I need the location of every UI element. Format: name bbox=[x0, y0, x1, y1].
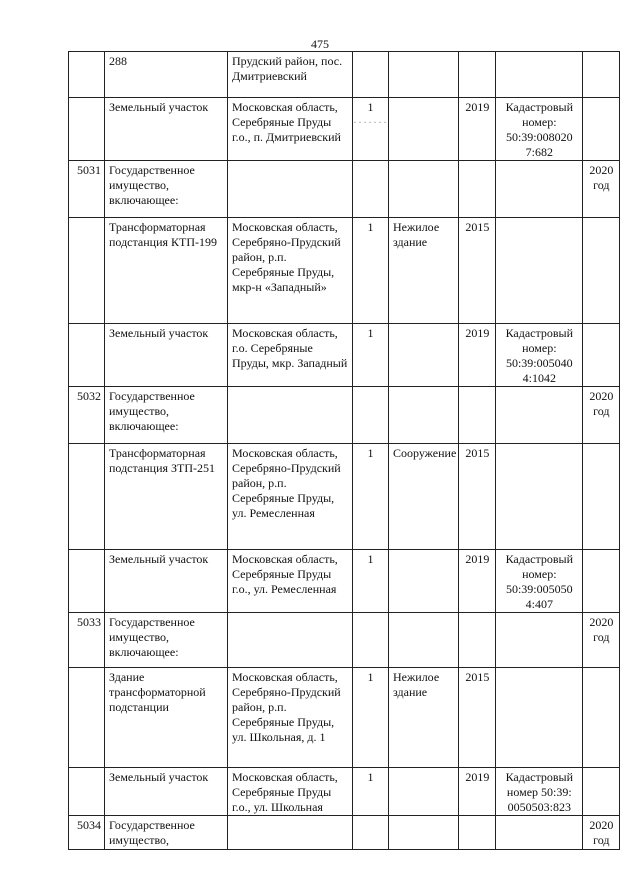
item-year-cell bbox=[459, 52, 496, 98]
item-name-cell bbox=[105, 98, 228, 161]
item-address: Прудский район, пос. Дмитриевский bbox=[232, 54, 343, 83]
item-year bbox=[459, 387, 495, 389]
table-row bbox=[69, 668, 620, 768]
item-name: Земельный участок bbox=[109, 100, 209, 114]
item-term-cell bbox=[583, 387, 620, 444]
item-quantity-cell bbox=[353, 768, 389, 816]
item-quantity-cell bbox=[353, 324, 389, 387]
item-address bbox=[228, 387, 352, 389]
item-number bbox=[69, 444, 104, 446]
item-quantity-cell bbox=[353, 52, 389, 98]
item-cadastral-note-cell bbox=[496, 52, 583, 98]
item-cadastral-note-cell bbox=[496, 668, 583, 768]
item-address bbox=[228, 613, 352, 615]
item-address-cell bbox=[228, 52, 353, 98]
item-address: Московская область, Серебряные Пруды г.о., ул. Школьная bbox=[232, 770, 338, 814]
item-number: 5033 bbox=[77, 615, 101, 629]
item-address: Московская область, Серебряные Пруды г.о., п. Дмитриевский bbox=[232, 100, 341, 144]
item-number-cell bbox=[69, 324, 105, 387]
item-address: Московская область, Серебряно-Прудский район, р.п. Серебряные Пруды, ул. Школьная, д. 1 bbox=[232, 670, 341, 744]
item-number-cell bbox=[69, 768, 105, 816]
item-cadastral-note bbox=[496, 613, 582, 615]
item-quantity: 1 bbox=[367, 552, 374, 566]
item-type-cell bbox=[388, 218, 458, 324]
item-quantity bbox=[353, 387, 388, 389]
item-type bbox=[389, 161, 458, 163]
item-year-cell bbox=[459, 387, 496, 444]
item-number bbox=[69, 218, 104, 220]
item-quantity-cell bbox=[353, 816, 389, 850]
item-type bbox=[389, 52, 458, 54]
item-number-cell bbox=[69, 444, 105, 550]
item-year: 2019 bbox=[465, 326, 490, 340]
item-name-cell bbox=[105, 218, 228, 324]
item-term-cell bbox=[583, 768, 620, 816]
item-number-cell bbox=[69, 52, 105, 98]
item-name-cell bbox=[105, 387, 228, 444]
item-term-cell bbox=[583, 613, 620, 668]
item-year bbox=[459, 161, 495, 163]
item-number-cell bbox=[69, 816, 105, 850]
item-quantity: 1 bbox=[367, 220, 374, 234]
item-address-cell bbox=[228, 218, 353, 324]
item-year: 2019 bbox=[465, 100, 490, 114]
item-term-cell bbox=[583, 52, 620, 98]
item-cadastral-note: Кадастровый номер: 50:39:008020 7:682 bbox=[505, 100, 574, 159]
item-number bbox=[69, 324, 104, 326]
item-type bbox=[389, 550, 458, 552]
item-name-cell bbox=[105, 444, 228, 550]
item-number bbox=[69, 550, 104, 552]
item-year-cell bbox=[459, 161, 496, 218]
item-number bbox=[69, 98, 104, 100]
item-name: Государственное имущество, включающее: bbox=[109, 389, 195, 433]
item-cadastral-note-cell bbox=[496, 550, 583, 613]
item-name: Земельный участок bbox=[109, 552, 209, 566]
item-address-cell bbox=[228, 161, 353, 218]
item-number bbox=[69, 768, 104, 770]
item-year: 2019 bbox=[465, 770, 490, 784]
item-quantity: 1 bbox=[367, 326, 374, 340]
item-year: 2019 bbox=[465, 552, 490, 566]
item-number-cell bbox=[69, 161, 105, 218]
item-address-cell bbox=[228, 768, 353, 816]
item-number-cell bbox=[69, 218, 105, 324]
item-type bbox=[389, 387, 458, 389]
item-year-cell bbox=[459, 550, 496, 613]
item-address: Московская область, г.о. Серебряные Пруды, мкр. Западный bbox=[232, 326, 348, 370]
item-name: Здание трансформаторной подстанции bbox=[109, 670, 206, 714]
item-quantity bbox=[353, 52, 388, 54]
item-name-cell bbox=[105, 324, 228, 387]
item-type-cell bbox=[388, 668, 458, 768]
table-row bbox=[69, 768, 620, 816]
item-cadastral-note-cell bbox=[496, 816, 583, 850]
table-row bbox=[69, 444, 620, 550]
item-quantity-cell bbox=[353, 550, 389, 613]
item-term bbox=[583, 550, 619, 552]
item-name: 288 bbox=[109, 54, 127, 68]
item-term-cell bbox=[583, 98, 620, 161]
item-address-cell bbox=[228, 324, 353, 387]
item-cadastral-note: Кадастровый номер: 50:39:005040 4:1042 bbox=[505, 326, 574, 385]
item-quantity-cell bbox=[353, 444, 389, 550]
table-row bbox=[69, 218, 620, 324]
item-address: Московская область, Серебряно-Прудский район, р.п. Серебряные Пруды, ул. Ремесленная bbox=[232, 446, 341, 520]
item-cadastral-note bbox=[496, 816, 582, 818]
item-name-cell bbox=[105, 161, 228, 218]
item-type bbox=[389, 98, 458, 100]
item-term bbox=[583, 218, 619, 220]
item-year-cell bbox=[459, 816, 496, 850]
item-cadastral-note bbox=[496, 161, 582, 163]
item-name: Государственное имущество, включающее: bbox=[109, 163, 195, 207]
item-cadastral-note-cell bbox=[496, 324, 583, 387]
item-term-cell bbox=[583, 324, 620, 387]
item-quantity-cell bbox=[353, 161, 389, 218]
item-year bbox=[459, 816, 495, 818]
item-type: Нежилое здание bbox=[392, 670, 440, 699]
item-term bbox=[583, 668, 619, 670]
item-number-cell bbox=[69, 668, 105, 768]
item-cadastral-note bbox=[496, 387, 582, 389]
item-term-cell bbox=[583, 444, 620, 550]
item-year bbox=[459, 52, 495, 54]
item-quantity-cell bbox=[353, 218, 389, 324]
item-name-cell bbox=[105, 816, 228, 850]
item-address-cell bbox=[228, 668, 353, 768]
item-number: 5031 bbox=[77, 163, 101, 177]
property-table-body bbox=[69, 52, 620, 850]
item-quantity-cell bbox=[353, 98, 389, 161]
item-number bbox=[69, 52, 104, 54]
item-quantity: 1 bbox=[367, 770, 374, 784]
item-quantity bbox=[353, 816, 388, 818]
item-cadastral-note-cell bbox=[496, 218, 583, 324]
item-type-cell bbox=[388, 387, 458, 444]
item-type-cell bbox=[388, 768, 458, 816]
item-quantity bbox=[353, 613, 388, 615]
item-number-cell bbox=[69, 613, 105, 668]
item-term bbox=[583, 444, 619, 446]
item-year: 2015 bbox=[465, 220, 490, 234]
item-name: Земельный участок bbox=[109, 770, 209, 784]
item-name: Трансформаторная подстанция КТП-199 bbox=[109, 220, 218, 249]
table-row bbox=[69, 324, 620, 387]
item-name: Государственное имущество, включающее: bbox=[109, 615, 195, 659]
scan-smudge: ······· bbox=[353, 115, 388, 129]
page-number: 475 bbox=[311, 37, 329, 51]
item-term-cell bbox=[583, 218, 620, 324]
item-number-cell bbox=[69, 550, 105, 613]
item-type-cell bbox=[388, 816, 458, 850]
item-term: 2020 год bbox=[589, 818, 614, 847]
item-address-cell bbox=[228, 613, 353, 668]
item-term bbox=[583, 52, 619, 54]
item-number-cell bbox=[69, 387, 105, 444]
item-year: 2015 bbox=[465, 670, 490, 684]
item-term bbox=[583, 324, 619, 326]
item-address: Московская область, Серебряно-Прудский район, р.п. Серебряные Пруды, мкр-н «Западный» bbox=[232, 220, 341, 294]
item-quantity: 1 bbox=[367, 100, 374, 114]
item-name-cell bbox=[105, 613, 228, 668]
item-term-cell bbox=[583, 161, 620, 218]
item-quantity: 1 bbox=[367, 670, 374, 684]
item-address-cell bbox=[228, 444, 353, 550]
item-type-cell bbox=[388, 98, 458, 161]
item-term-cell bbox=[583, 816, 620, 850]
item-cadastral-note bbox=[496, 668, 582, 670]
table-row bbox=[69, 52, 620, 98]
item-cadastral-note-cell bbox=[496, 613, 583, 668]
item-term bbox=[583, 768, 619, 770]
item-name-cell bbox=[105, 768, 228, 816]
item-cadastral-note: Кадастровый номер 50:39: 0050503:823 bbox=[505, 770, 574, 814]
item-term: 2020 год bbox=[589, 389, 614, 418]
item-name: Трансформаторная подстанция ЗТП-251 bbox=[109, 446, 216, 475]
item-address-cell bbox=[228, 550, 353, 613]
item-number: 5034 bbox=[77, 818, 101, 832]
item-number-cell bbox=[69, 98, 105, 161]
item-type-cell bbox=[388, 444, 458, 550]
item-type-cell bbox=[388, 613, 458, 668]
item-cadastral-note: Кадастровый номер: 50:39:005050 4:407 bbox=[505, 552, 574, 611]
item-cadastral-note-cell bbox=[496, 98, 583, 161]
item-name: Земельный участок bbox=[109, 326, 209, 340]
item-quantity-cell bbox=[353, 668, 389, 768]
property-table bbox=[68, 51, 620, 850]
item-address-cell bbox=[228, 816, 353, 850]
item-type: Нежилое здание bbox=[392, 220, 440, 249]
item-name-cell bbox=[105, 550, 228, 613]
table-row bbox=[69, 613, 620, 668]
item-year-cell bbox=[459, 768, 496, 816]
table-row bbox=[69, 98, 620, 161]
item-number: 5032 bbox=[77, 389, 101, 403]
item-year-cell bbox=[459, 668, 496, 768]
item-quantity: 1 bbox=[367, 446, 374, 460]
item-type: Сооружение bbox=[392, 446, 457, 460]
item-year bbox=[459, 613, 495, 615]
item-address: Московская область, Серебряные Пруды г.о., ул. Ремесленная bbox=[232, 552, 338, 596]
item-name-cell bbox=[105, 668, 228, 768]
item-type-cell bbox=[388, 550, 458, 613]
item-type bbox=[389, 613, 458, 615]
item-type-cell bbox=[388, 161, 458, 218]
table-row bbox=[69, 161, 620, 218]
item-name: Государственное имущество, bbox=[109, 818, 195, 847]
item-year-cell bbox=[459, 98, 496, 161]
item-address bbox=[228, 816, 352, 818]
table-row bbox=[69, 387, 620, 444]
item-name-cell bbox=[105, 52, 228, 98]
item-cadastral-note-cell bbox=[496, 444, 583, 550]
item-quantity-cell bbox=[353, 387, 389, 444]
table-row bbox=[69, 816, 620, 850]
item-cadastral-note-cell bbox=[496, 387, 583, 444]
item-term: 2020 год bbox=[589, 163, 614, 192]
item-number bbox=[69, 668, 104, 670]
item-cadastral-note bbox=[496, 52, 582, 54]
item-type-cell bbox=[388, 324, 458, 387]
item-type-cell bbox=[388, 52, 458, 98]
item-cadastral-note-cell bbox=[496, 768, 583, 816]
item-cadastral-note-cell bbox=[496, 161, 583, 218]
item-address-cell bbox=[228, 98, 353, 161]
item-term-cell bbox=[583, 550, 620, 613]
item-quantity-cell bbox=[353, 613, 389, 668]
item-cadastral-note bbox=[496, 218, 582, 220]
item-type bbox=[389, 816, 458, 818]
item-quantity bbox=[353, 161, 388, 163]
item-term-cell bbox=[583, 668, 620, 768]
table-row bbox=[69, 550, 620, 613]
item-term: 2020 год bbox=[589, 615, 614, 644]
item-cadastral-note bbox=[496, 444, 582, 446]
item-year: 2015 bbox=[465, 446, 490, 460]
item-type bbox=[389, 324, 458, 326]
item-type bbox=[389, 768, 458, 770]
item-year-cell bbox=[459, 218, 496, 324]
item-year-cell bbox=[459, 444, 496, 550]
item-address bbox=[228, 161, 352, 163]
item-term bbox=[583, 98, 619, 100]
item-year-cell bbox=[459, 613, 496, 668]
item-address-cell bbox=[228, 387, 353, 444]
item-year-cell bbox=[459, 324, 496, 387]
